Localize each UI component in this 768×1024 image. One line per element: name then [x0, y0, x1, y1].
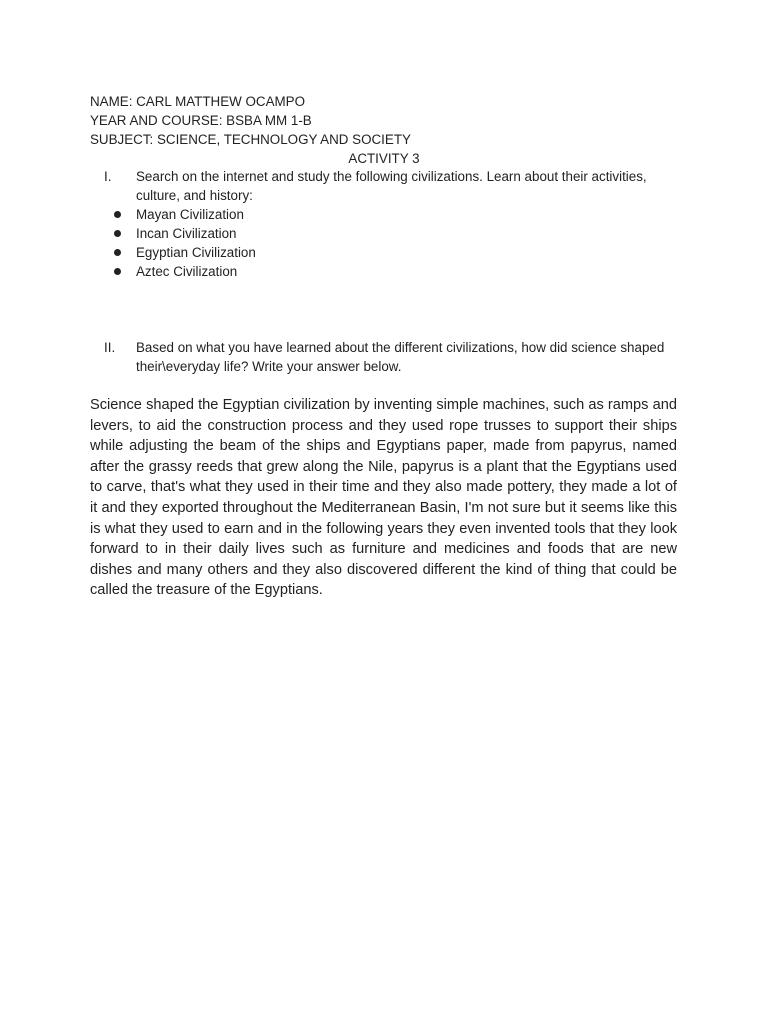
section-two-numeral: II. — [104, 340, 116, 355]
list-item — [136, 243, 690, 262]
list-item-label: Aztec Civilization — [136, 264, 238, 279]
section-two-prompt: Based on what you have learned about the different civilizations, how did science shaped their\everyday life? Write your answer below. — [136, 340, 665, 374]
bullet-icon — [114, 249, 121, 256]
subject: SUBJECT: SCIENCE, TECHNOLOGY AND SOCIETY — [90, 132, 411, 147]
civilization-list — [136, 205, 690, 281]
section-one-prompt: Search on the internet and study the following civilizations. Learn about their activities, culture, and history: — [136, 169, 647, 203]
list-item-label: Incan Civilization — [136, 226, 237, 241]
bullet-icon — [114, 230, 121, 237]
bullet-icon — [114, 211, 121, 218]
bullet-icon — [114, 268, 121, 275]
year-and-course: YEAR AND COURSE: BSBA MM 1-B — [90, 113, 312, 128]
list-item-label: Mayan Civilization — [136, 207, 244, 222]
section-one — [90, 167, 690, 281]
list-item — [136, 205, 690, 224]
list-item — [136, 224, 690, 243]
student-name: NAME: CARL MATTHEW OCAMPO — [90, 94, 306, 109]
activity-title-text: ACTIVITY 3 — [348, 151, 420, 166]
answer-paragraph: Science shaped the Egyptian civilization by inventing simple machines, such as ramps and levers, to aid the construction process and they used rope trusses to support their ships while adjusting the beam of the ships and Egyptians paper, made from papyrus, named after the grassy reeds that grew along the Nile, papyrus is a plant that the Egyptians used to carve, that's what they used in their time and they also made pottery, they made a lot of it and they exported throughout the Mediterranean Basin, I'm not sure but it seems like this is what they used to earn and in the following years they even invented tools that they look forward to in their daily lives such as furniture and medicines and foods that are new dishes and many others and they also discovered different the kind of thing that could be called the treasure of the Egyptians. — [90, 397, 677, 599]
section-one-numeral: I. — [104, 169, 112, 184]
list-item — [136, 262, 690, 281]
section-two — [90, 338, 690, 376]
document-header — [90, 92, 690, 149]
activity-title — [0, 149, 768, 168]
list-item-label: Egyptian Civilization — [136, 245, 256, 260]
